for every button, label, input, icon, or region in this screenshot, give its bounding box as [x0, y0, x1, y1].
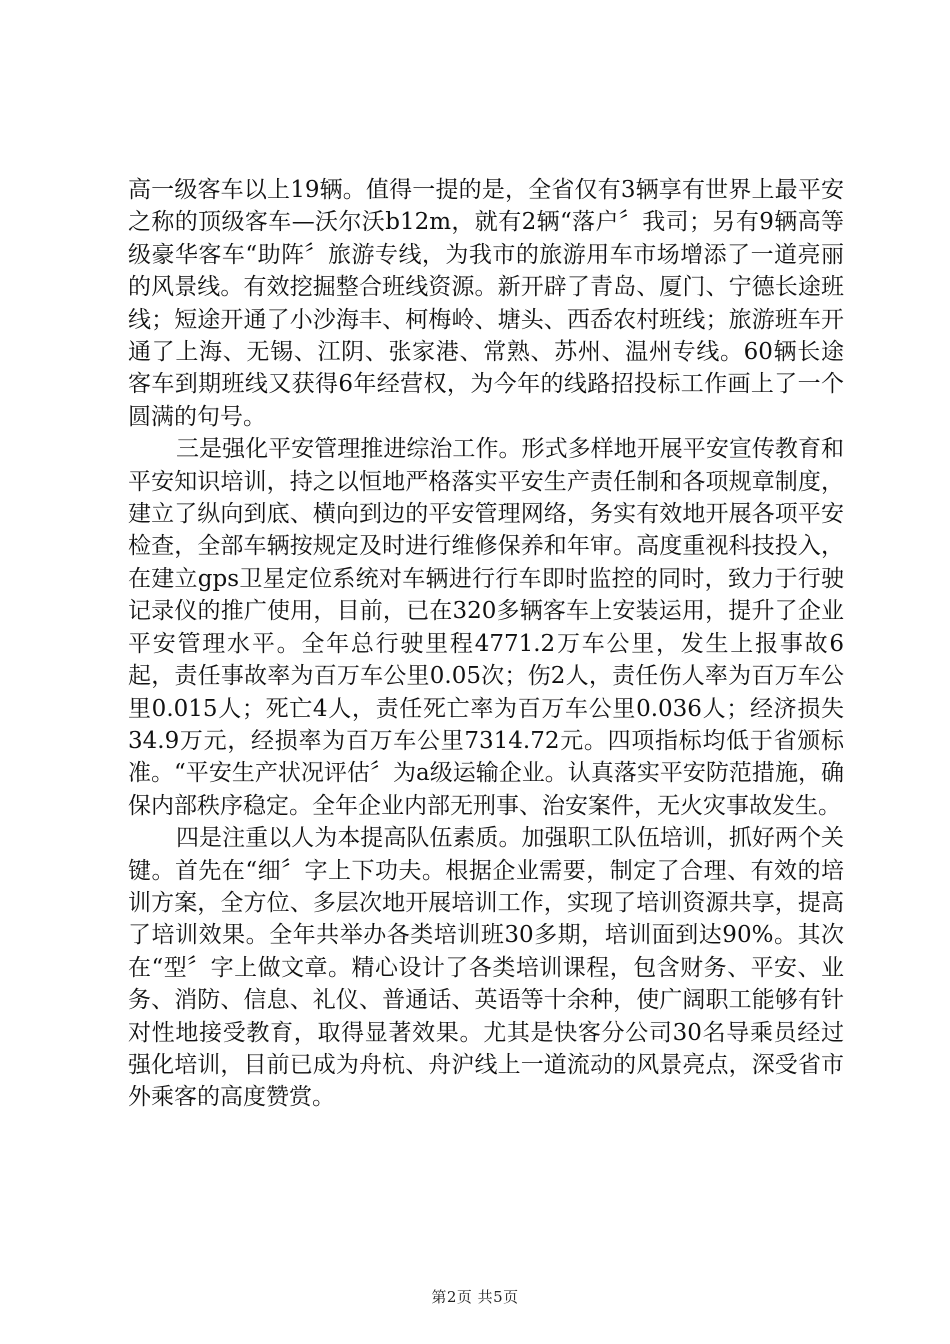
paragraph-safety-management: 三是强化平安管理推进综治工作。形式多样地开展平安宣传教育和平安知识培训，持之以恒地严格落实平安生产责任制和各项规章制度，建立了纵向到底、横向到边的平安管理网络，务实有效地开展各项平安检查，全部车辆按规定及时进行维修保养和年审。高度重视科技投入，在建立gps卫星定位系统对车辆进行行车即时监控的同时，致力于行驶记录仪的推广使用，目前，已在320多辆客车上安装运用，提升了企业平安管理水平。全年总行驶里程4771.2万车公里，发生上报事故6起，责任事故率为百万车公里0.05次；伤2人，责任伤人率为百万车公里0.015人；死亡4人，责任死亡率为百万车公里0.036人；经济损失34.9万元，经损率为百万车公里7314.72元。四项指标均低于省颁标准。“平安生产状况评估〞为a级运输企业。认真落实平安防范措施，确保内部秩序稳定。全年企业内部无刑事、治安案件，无火灾事故发生。	[128, 436, 844, 819]
document-body	[128, 174, 844, 1114]
paragraph-fleet-routes: 高一级客车以上19辆。值得一提的是，全省仅有3辆享有世界上最平安之称的顶级客车—沃尔沃b12m，就有2辆“落户〞我司；另有9辆高等级豪华客车“助阵〞旅游专线，为我市的旅游用车市场增添了一道亮丽的风景线。有效挖掘整合班线资源。新开辟了青岛、厦门、宁德长途班线；短途开通了小沙海丰、柯梅岭、塘头、西岙农村班线；旅游班车开通了上海、无锡、江阴、张家港、常熟、苏州、温州专线。60辆长途客车到期班线又获得6年经营权，为今年的线路招投标工作画上了一个圆满的句号。	[128, 177, 844, 430]
page-footer: 第2页 共5页	[431, 1288, 519, 1306]
paragraph-staff-training: 四是注重以人为本提高队伍素质。加强职工队伍培训，抓好两个关键。首先在“细〞字上下功夫。根据企业需要，制定了合理、有效的培训方案，全方位、多层次地开展培训工作，实现了培训资源共享，提高了培训效果。全年共举办各类培训班30多期，培训面到达90%。其次在“型〞字上做文章。精心设计了各类培训课程，包含财务、平安、业务、消防、信息、礼仪、普通话、英语等十余种，使广阔职工能够有针对性地接受教育，取得显著效果。尤其是快客分公司30名导乘员经过强化培训，目前已成为舟杭、舟沪线上一道流动的风景亮点，深受省市外乘客的高度赞赏。	[128, 825, 844, 1111]
